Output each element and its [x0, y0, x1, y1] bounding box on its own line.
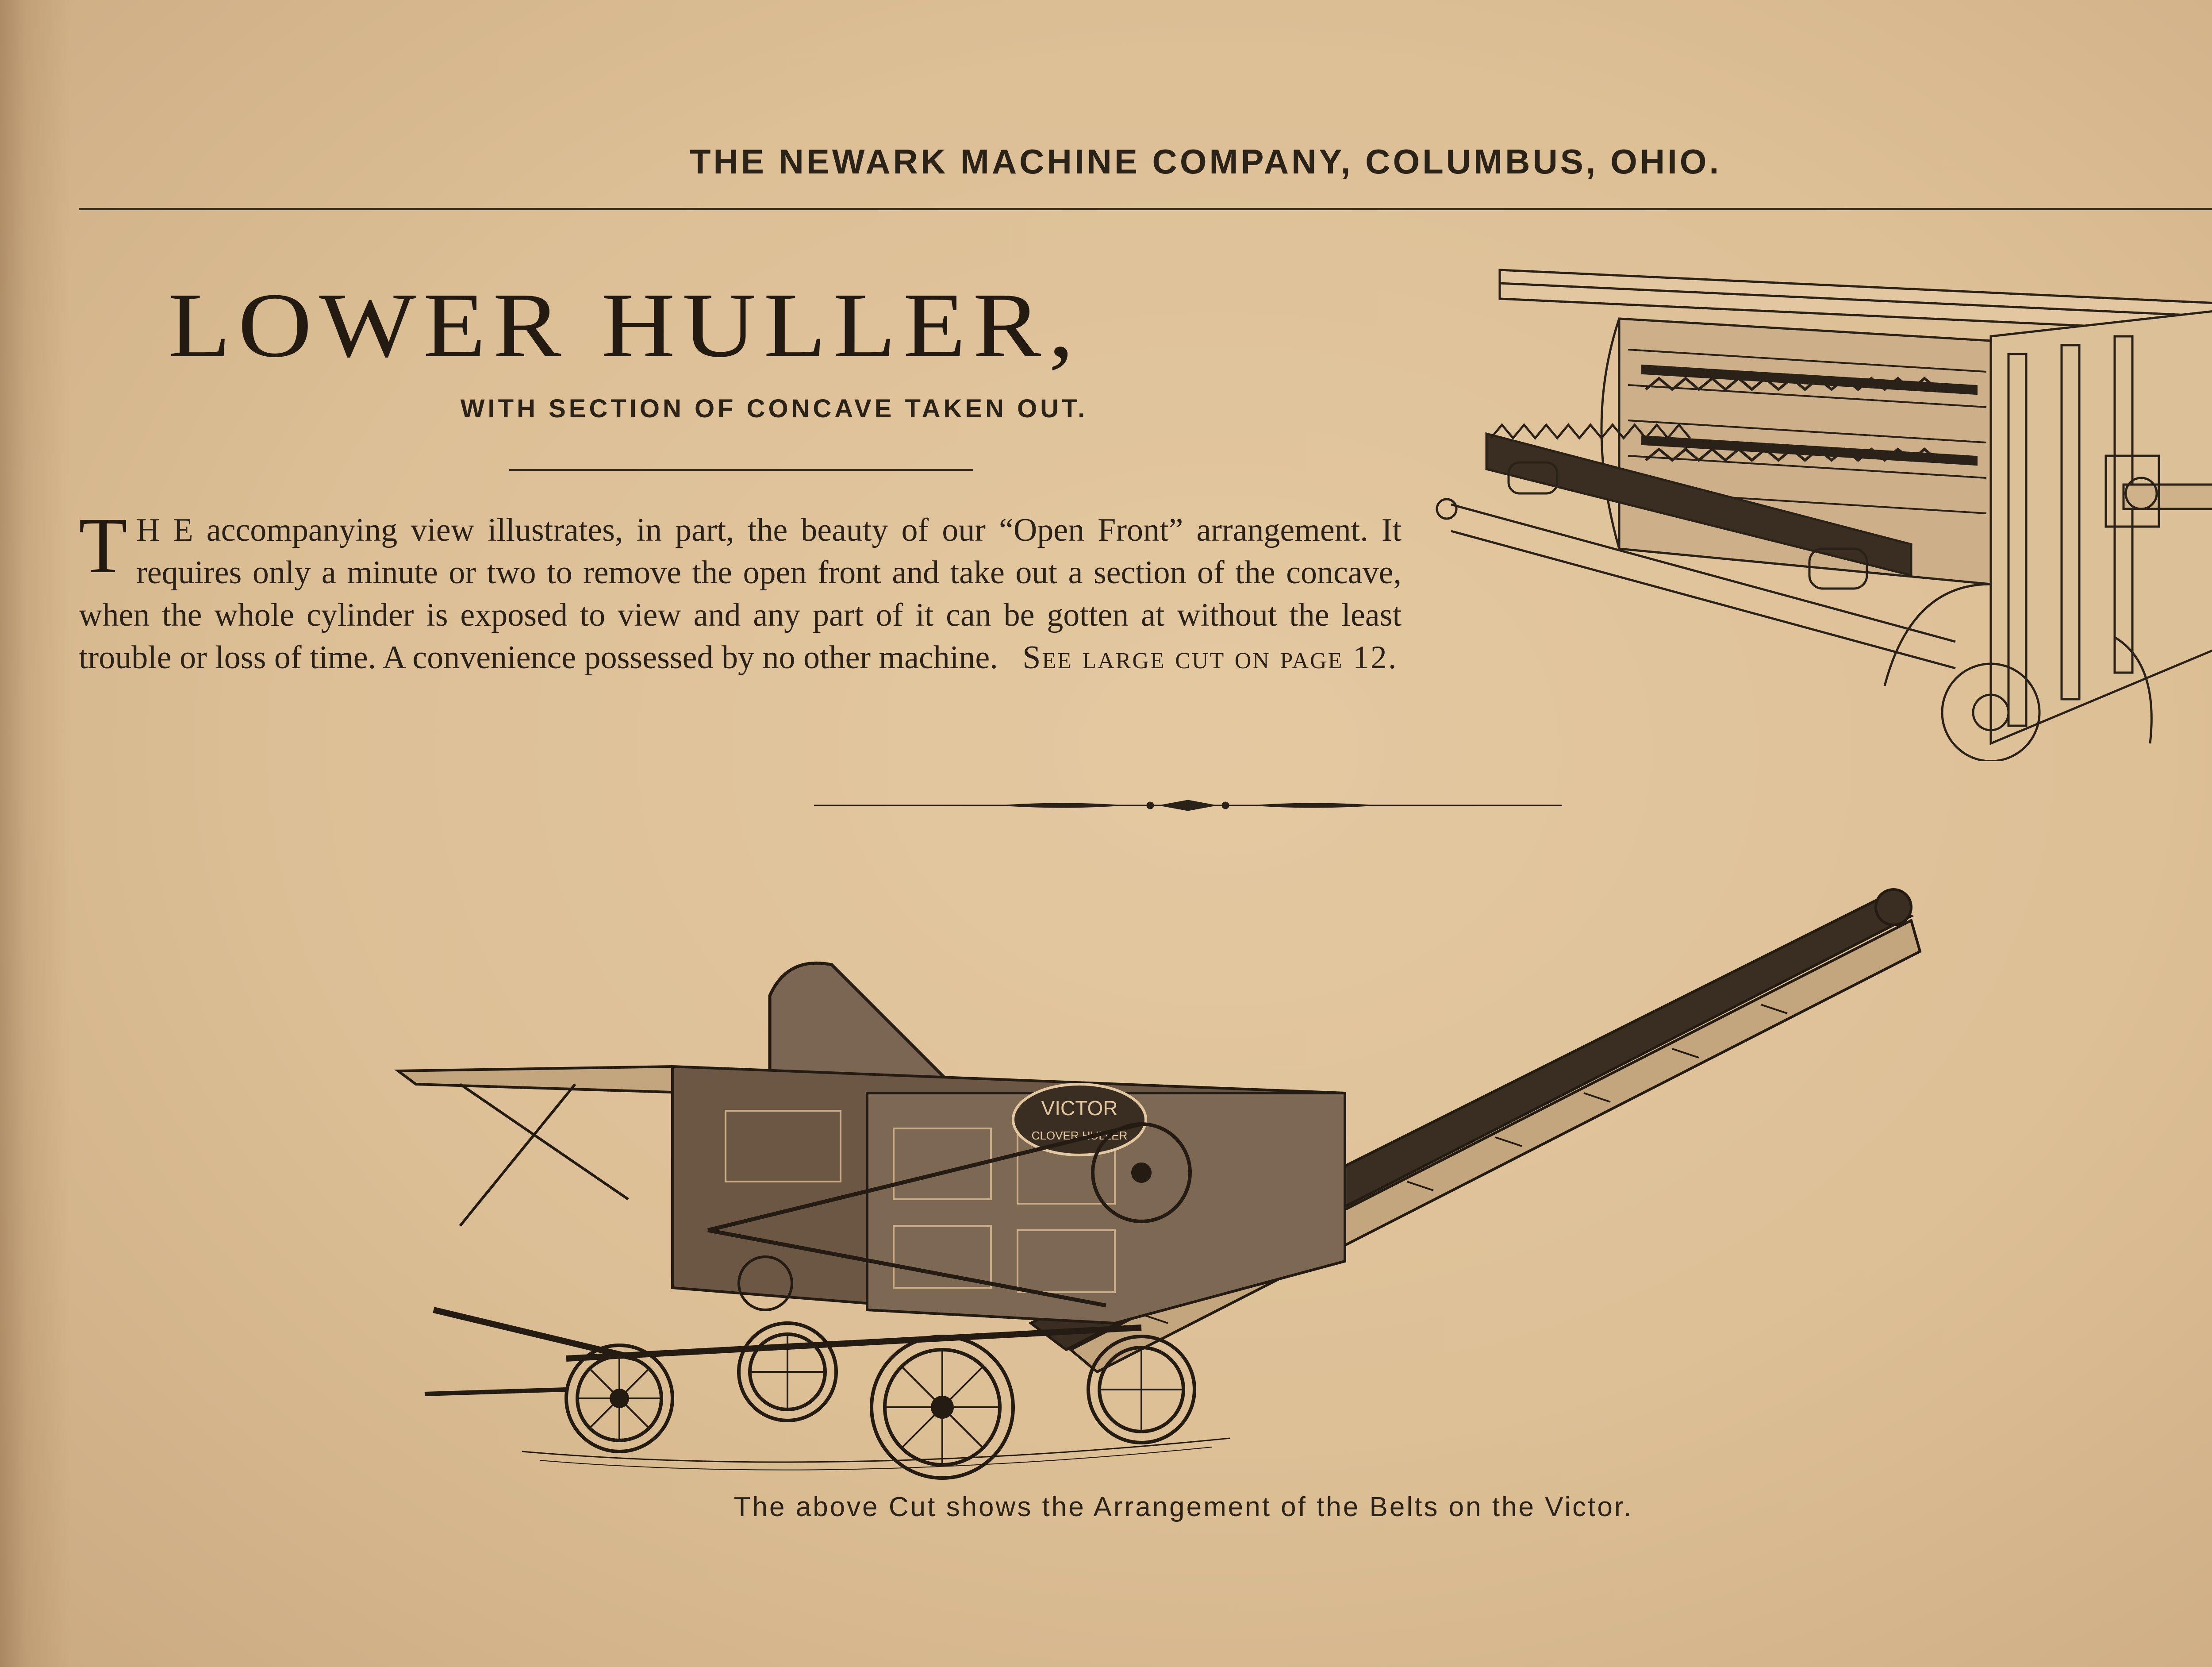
article-body: [79, 501, 1402, 679]
body-text: H E accompanying view illustrates, in part, the beauty of our “Open Front” arrangement. It requires only a minute or two to remove the open front and take out a section of the concave, when the whole cylinder is exposed to view and any part of it can be gotten at without the least trouble or loss of time. A convenience possessed by no other machine.: [79, 512, 1402, 676]
drop-cap: T: [79, 501, 127, 589]
machine-badge-subtext: CLOVER HULLER: [1031, 1129, 1128, 1142]
article-title: LOWER HULLER,: [168, 274, 1081, 377]
figure-caption: The above Cut shows the Arrangement of the Belts on the Victor.: [733, 1492, 1633, 1522]
huller-engraving: [1433, 239, 2212, 761]
title-rule: [509, 469, 973, 471]
see-note: See large cut on page 12.: [1022, 639, 1398, 676]
article-subtitle: WITH SECTION OF CONCAVE TAKEN OUT.: [460, 394, 1088, 423]
running-head: THE NEWARK MACHINE COMPANY, COLUMBUS, OHIO.: [689, 142, 1722, 181]
header-rule: [79, 208, 2212, 210]
machine-engraving: [389, 863, 1964, 1491]
ornamental-divider: [814, 792, 1562, 819]
machine-badge-text: VICTOR: [1041, 1097, 1118, 1120]
